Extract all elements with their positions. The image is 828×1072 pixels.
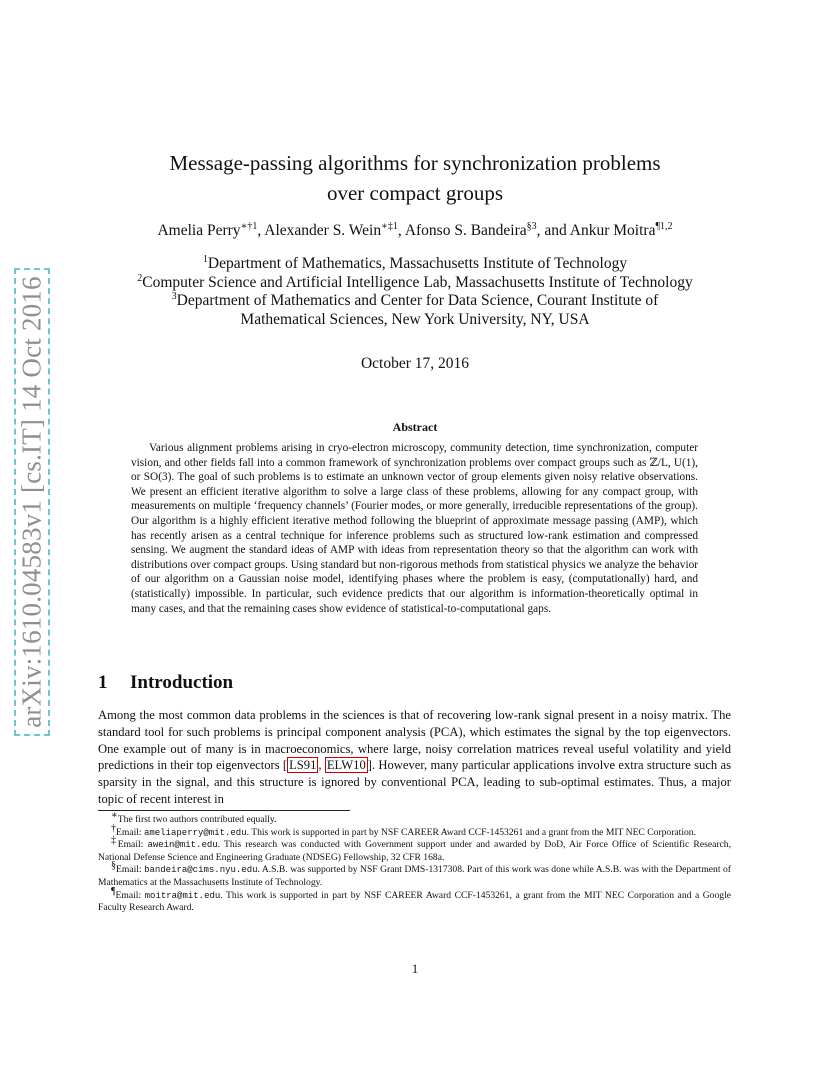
footnote-text: . This work is supported in part by NSF CAREER Award CCF-1453261, a grant from the MIT NEC Corporation and a Google Faculty Research Award. [98,889,731,914]
abstract-heading: Abstract [392,420,438,434]
footnote-mark: † [111,822,116,834]
footnote-mark: § [111,860,116,872]
footnote-text: Email: [117,839,148,851]
affiliation-number: 1 [202,253,208,265]
footnote-text: . A.S.B. was supported by NSF Grant DMS-1317308. Part of this work was done while A.S.B. was with the Department of Mathematics at the Massachusetts Institute of Technology. [98,864,731,888]
author-marks: ¶1,2 [655,220,673,232]
affiliation-list [100,255,730,329]
author-marks: §3 [526,220,537,232]
footnotes [98,809,731,915]
affiliation-number: 3 [171,290,177,302]
footnote-text: . This work is supported in part by NSF CAREER Award CCF-1453261 and a grant from the MIT NEC Corporation. [246,826,696,838]
author-list [100,222,730,240]
author-separator: , [257,222,265,239]
email-address[interactable]: ameliaperry@mit.edu [143,827,247,838]
affiliation [100,292,730,311]
email-address[interactable]: bandeira@cims.nyu.edu [144,865,258,876]
affiliation-continued [100,311,730,330]
citation-link[interactable]: LS91 [289,758,317,773]
title-line-2: over compact groups [326,181,504,205]
footnote [98,835,731,864]
footnote-rule [98,810,350,811]
affiliation [100,274,730,293]
author-separator: , and [536,222,570,239]
footnote-mark: ¶ [111,885,116,897]
page-number: 1 [411,962,419,976]
footnote-text: Email: [115,889,145,901]
footnote [98,860,731,889]
paper-date: October 17, 2016 [360,355,470,372]
footnote-text: Email: [116,826,144,838]
author-marks: ∗†1 [240,220,258,232]
paper-title [100,148,730,208]
footnote-text: Email: [116,864,145,876]
section-number: 1 [98,672,108,693]
author-name: Ankur Moitra [569,222,656,239]
arxiv-identifier[interactable]: arXiv:1610.04583v1 [cs.IT] 14 Oct 2016 [16,276,47,728]
arxiv-stamp[interactable] [14,268,50,736]
intro-text: ]. However, many particular applications involve extra structure such as sparsity in the signal, and this structure is ignored by conventional PCA, leading to sub-optimal estimates. Thus, a major topic of recent interest in [98,758,731,806]
email-address[interactable]: moitra@mit.edu [144,890,221,901]
author-separator: , [397,222,405,239]
affiliation-text: Department of Mathematics, Massachusetts Institute of Technology [207,255,628,272]
affiliation [100,255,730,274]
footnote [98,809,731,827]
section-heading [98,672,233,694]
section-title: Introduction [130,672,234,693]
footnote [98,885,731,915]
introduction-paragraph [98,707,731,808]
email-address[interactable]: awein@mit.edu [147,840,218,851]
footnote-text: . This research was conducted with Government support under and awarded by DoD, Air Force Office of Scientific Research, National Defense Science and Engineering Graduate (NDSEG) Fellowship, 32 CFR 168a. [98,839,731,863]
author-name: Amelia Perry [157,222,241,239]
footnote-text: The first two authors contributed equally. [117,814,277,825]
footnote [98,822,731,840]
abstract-body: Various alignment problems arising in cryo-electron microscopy, community detection, time synchronization, computer vision, and other fields fall into a common framework of synchronization problems over compact groups such as ℤ/L, U(1), or SO(3). The goal of such problems is to estimate an unknown vector of group elements given noisy relative observations. We present an efficient iterative algorithm to solve a large class of these problems, allowing for any compact group, with measurements on multiple ‘frequency channels’ (Fourier modes, or more generally, irreducible representations of the group). Our algorithm is a highly efficient iterative method following the blueprint of approximate message passing (AMP), which has recently arisen as a central technique for inference problems such as structured low-rank estimation and compressed sensing. We augment the standard ideas of AMP with ideas from representation theory so that the algorithm can work with distributions over compact groups. Using standard but non-rigorous methods from statistical physics we analyze the behavior of our algorithm on a Gaussian noise model, identifying phases where the problem is easy, (computationally) hard, and (statistically) impossible. In particular, such evidence predicts that our algorithm is information-theoretically optimal in many cases, and that the remaining cases show evidence of statistical-to-computational gaps. [131,442,698,615]
footnote-mark: ∗ [111,809,118,821]
affiliation-text: Computer Science and Artificial Intelligence Lab, Massachusetts Institute of Technology [142,273,693,291]
affiliation-text: Mathematical Sciences, New York University, NY, USA [240,310,590,328]
author-name: Alexander S. Wein [264,222,382,239]
author-marks: ∗‡1 [381,220,398,232]
citation-link[interactable]: ELW10 [326,758,366,773]
title-line-1: Message-passing algorithms for synchronization problems [169,151,661,175]
citation-separator: , [318,758,325,773]
author-name: Afonso S. Bandeira [404,222,527,239]
affiliation-text: Department of Mathematics and Center for Data Science, Courant Institute of [176,292,659,309]
affiliation-number: 2 [137,272,143,284]
intro-text: Among the most common data problems in the sciences is that of recovering low-rank signal present in a noisy matrix. The standard tool for such problems is principal component analysis (PCA), which estimates the signal by the top eigenvectors. One example out of many is in macroeconomics, where large, noisy correlation matrices reveal useful volatility and yield predictions in their top eigenvectors [ [98,708,731,773]
footnote-mark: ‡ [111,835,118,846]
